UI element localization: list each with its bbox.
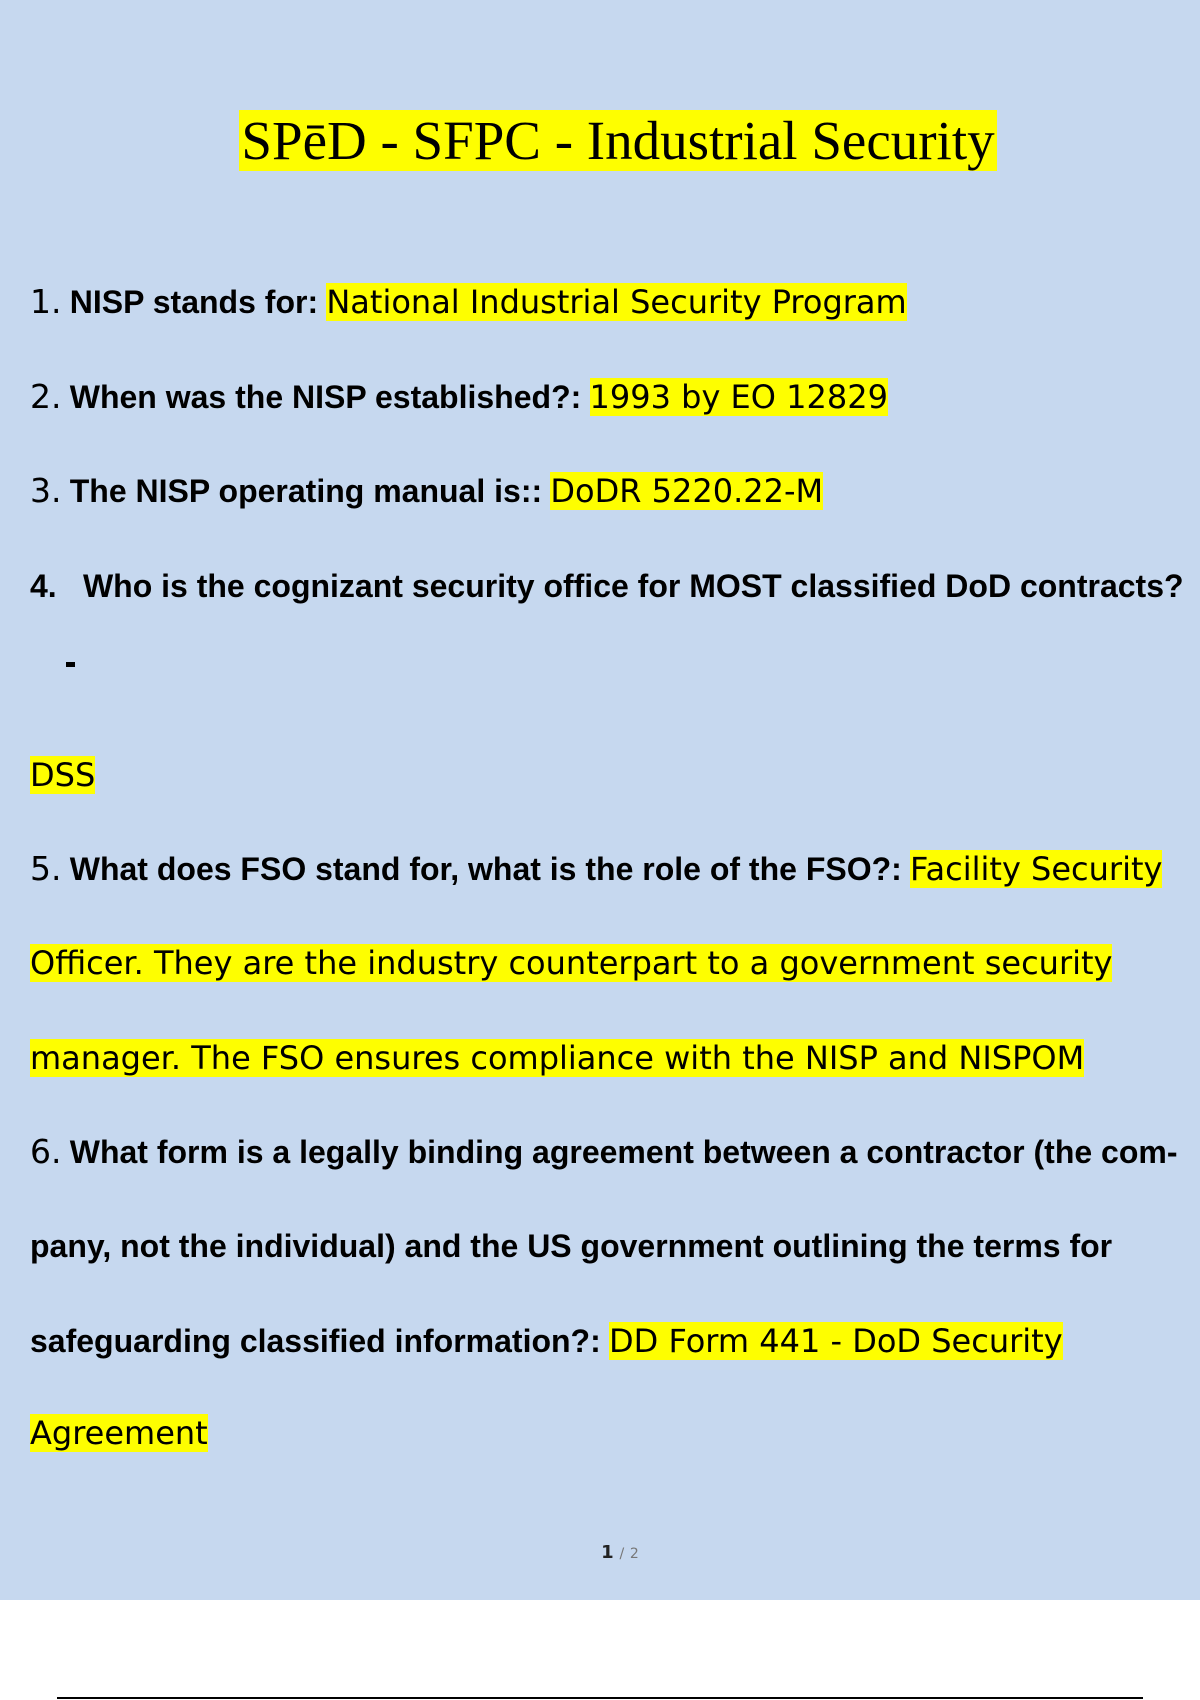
question-text: What does FSO stand for, what is the role of the FSO?: <box>69 851 902 887</box>
document-title-text: SPēD - SFPC - Industrial Security <box>241 110 995 171</box>
current-page: 1 <box>601 1542 614 1563</box>
qa-item-3 <box>30 471 823 512</box>
qa-item-2 <box>30 377 888 418</box>
item-number: 1. <box>30 282 62 321</box>
document-title <box>0 108 1200 174</box>
question-text: safeguarding classified information?: <box>30 1323 601 1359</box>
qa-item-6 <box>30 1132 1178 1173</box>
bottom-rule <box>57 1697 1143 1699</box>
qa-item-5 <box>30 849 1162 890</box>
answer-text: DD Form 441 - DoD Security <box>609 1322 1063 1360</box>
qa-item-4 <box>30 566 1184 607</box>
qa-item-6-answer-line-2 <box>30 1413 208 1454</box>
answer-text: 1993 by EO 12829 <box>589 378 888 416</box>
question-text: When was the NISP established?: <box>69 379 582 415</box>
answer-text: manager. The FSO ensures compliance with the NISP and NISPOM <box>30 1039 1085 1077</box>
qa-item-6-question-line-2 <box>30 1226 1112 1267</box>
total-pages: 2 <box>629 1546 639 1562</box>
item-number: 2. <box>30 377 62 416</box>
answer-text: National Industrial Security Program <box>326 283 907 321</box>
item-number: 6. <box>30 1132 62 1171</box>
question-text: Who is the cognizant security office for MOST classified DoD contracts? <box>82 568 1184 604</box>
question-text: pany, not the individual) and the US government outlining the terms for <box>30 1228 1113 1264</box>
answer-text: DoDR 5220.22-M <box>550 472 824 510</box>
answer-text: DSS <box>30 756 96 794</box>
item-number: 4. <box>30 568 57 604</box>
answer-text: Facility Security <box>910 850 1163 888</box>
question-text: The NISP operating manual is:: <box>69 473 543 509</box>
answer-text: Officer. They are the industry counterpart to a government security <box>30 944 1113 982</box>
page-separator: / <box>619 1546 625 1562</box>
item-number: 3. <box>30 471 62 510</box>
qa-item-5-answer-line-3 <box>30 1038 1084 1079</box>
question-text: What form is a legally binding agreement between a contractor (the com- <box>69 1134 1178 1170</box>
question-text: NISP stands for: <box>69 284 319 320</box>
qa-item-1 <box>30 282 907 323</box>
qa-item-4-answer <box>30 755 95 796</box>
qa-item-6-question-line-3 <box>30 1321 1063 1362</box>
item-number: 5. <box>30 849 62 888</box>
answer-text: Agreement <box>30 1414 208 1452</box>
bullet-dash <box>66 662 75 667</box>
page-indicator <box>0 1542 1200 1563</box>
qa-item-5-answer-line-2 <box>30 943 1112 984</box>
